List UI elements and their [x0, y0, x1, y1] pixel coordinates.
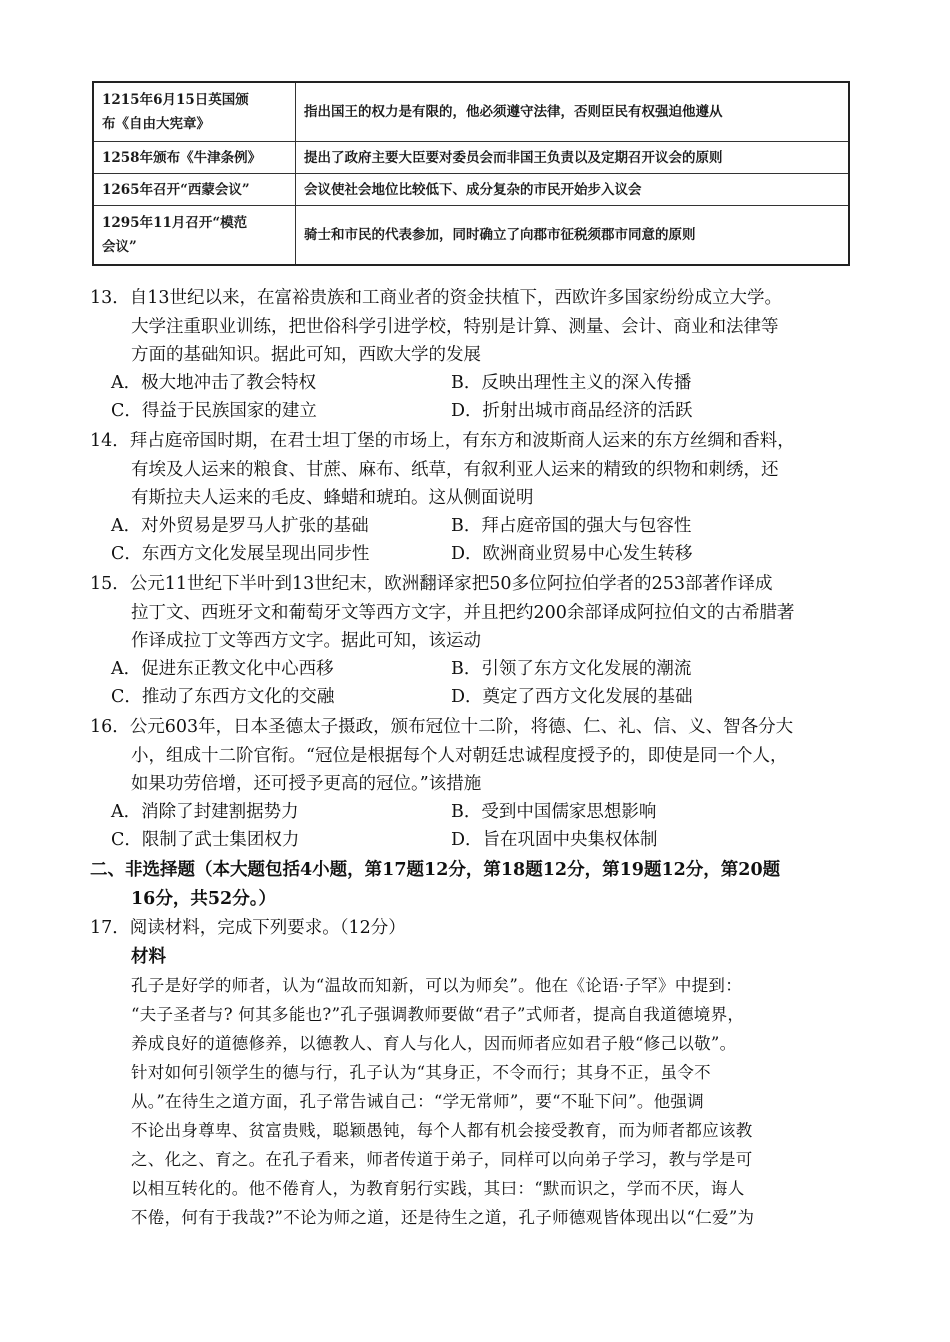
table-row	[93, 142, 849, 174]
q14-stem-line3: 有斯拉夫人运来的毛皮、蜂蜡和琥珀。这从侧面说明	[131, 488, 534, 508]
section2-heading-line1: 二、非选择题（本大题包括4小题，第17题12分，第18题12分，第19题12分，第20题	[90, 860, 781, 880]
material-line: 孔子是好学的师者，认为“温故而知新，可以为师矣”。他在《论语·子罕》中提到：	[131, 976, 743, 995]
q13-stem-line3: 方面的基础知识。据此可知，西欧大学的发展	[131, 345, 481, 365]
q16-stem-line2: 小，组成十二阶官衔。“冠位是根据每个人对朝廷忠诚程度授予的，即使是同一个人，	[131, 746, 788, 766]
q14-stem-line1: 14．拜占庭帝国时期，在君士坦丁堡的市场上，有东方和波斯商人运来的东方丝绸和香料，	[90, 431, 795, 451]
material-line: 不论出身尊卑、贫富贵贱，聪颖愚钝，每个人都有机会接受教育，而为师者都应该教	[131, 1121, 753, 1140]
q13-option-c: C．得益于民族国家的建立	[111, 401, 317, 421]
q16-option-a: A．消除了封建割据势力	[111, 802, 299, 822]
table-cell-content: 会议使社会地位比较低下、成分复杂的市民开始步入议会	[296, 174, 850, 206]
event-line2: 会议”	[102, 239, 137, 255]
q15-option-d: D．奠定了西方文化发展的基础	[451, 687, 693, 707]
q13-stem-line1: 13．自13世纪以来，在富裕贵族和工商业者的资金扶植下，西欧许多国家纷纷成立大学。	[90, 288, 783, 308]
event-line1: 1295年11月召开“模范	[102, 215, 248, 231]
material-line: 以相互转化的。他不倦育人，为教育躬行实践，其曰：“默而识之，学而不厌，诲人	[131, 1179, 745, 1198]
table-cell-event: 1258年颁布《牛津条例》	[93, 142, 296, 174]
q13-option-d: D．折射出城市商品经济的活跃	[451, 401, 693, 421]
material-line: 不倦，何有于我哉?”不论为师之道，还是待生之道，孔子师德观皆体现出以“仁爱”为	[131, 1208, 755, 1227]
q15-option-b: B．引领了东方文化发展的潮流	[451, 659, 692, 679]
table-row	[93, 206, 849, 266]
q14-option-b: B．拜占庭帝国的强大与包容性	[451, 516, 692, 536]
material-line: 之、化之、育之。在孔子看来，师者传道于弟子，同样可以向弟子学习，教与学是可	[131, 1150, 753, 1169]
q14-option-d: D．欧洲商业贸易中心发生转移	[451, 544, 693, 564]
q14-option-c: C．东西方文化发展呈现出同步性	[111, 544, 370, 564]
section2-heading-line2: 16分，共52分。）	[131, 889, 276, 909]
q15-stem-line1: 15．公元11世纪下半叶到13世纪末，欧洲翻译家把50多位阿拉伯学者的253部著作译成	[90, 574, 773, 594]
history-table	[92, 81, 850, 266]
q14-option-a: A．对外贸易是罗马人扩张的基础	[111, 516, 369, 536]
q16-option-c: C．限制了武士集团权力	[111, 830, 300, 850]
material-line: 针对如何引领学生的德与行，孔子认为“其身正，不令而行；其身不正，虽令不	[131, 1063, 711, 1082]
table-row	[93, 82, 849, 142]
event-line2: 布《自由大宪章》	[102, 116, 210, 132]
q14-stem-line2: 有埃及人运来的粮食、甘蔗、麻布、纸草，有叙利亚人运来的精致的织物和刺绣，还	[131, 460, 779, 480]
table-cell-event	[93, 206, 296, 266]
table-cell-content: 骑士和市民的代表参加，同时确立了向郡市征税须郡市同意的原则	[296, 206, 850, 266]
event-line1: 1215年6月15日英国颁	[102, 92, 249, 108]
q15-stem-line3: 作译成拉丁文等西方文字。据此可知，该运动	[131, 631, 481, 651]
q16-stem-line1: 16．公元603年，日本圣德太子摄政，颁布冠位十二阶，将德、仁、礼、信、义、智各分大	[90, 717, 794, 737]
q15-option-a: A．促进东正教文化中心西移	[111, 659, 334, 679]
q15-stem-line2: 拉丁文、西班牙文和葡萄牙文等西方文字，并且把约200余部译成阿拉伯文的古希腊著	[131, 603, 795, 623]
q16-stem-line3: 如果功劳倍增，还可授予更高的冠位。”该措施	[131, 774, 482, 794]
q15-option-c: C．推动了东西方文化的交融	[111, 687, 335, 707]
q13-option-b: B．反映出理性主义的深入传播	[451, 373, 692, 393]
table-cell-event	[93, 82, 296, 142]
table-cell-content: 指出国王的权力是有限的，他必须遵守法律，否则臣民有权强迫他遵从	[296, 82, 850, 142]
q16-option-b: B．受到中国儒家思想影响	[451, 802, 657, 822]
material-line: 养成良好的道德修养，以德教人、育人与化人，因而师者应如君子般“修己以敬”。	[131, 1034, 737, 1053]
q13-option-a: A．极大地冲击了教会特权	[111, 373, 317, 393]
material-line: 从。”在待生之道方面，孔子常告诫自己：“学无常师”，要“不耻下问”。他强调	[131, 1092, 705, 1111]
q17-stem: 17．阅读材料，完成下列要求。（12分）	[90, 918, 406, 938]
material-label: 材料	[131, 947, 166, 967]
table-cell-event: 1265年召开“西蒙会议”	[93, 174, 296, 206]
table-row	[93, 174, 849, 206]
table-cell-content: 提出了政府主要大臣要对委员会而非国王负责以及定期召开议会的原则	[296, 142, 850, 174]
q13-stem-line2: 大学注重职业训练，把世俗科学引进学校，特别是计算、测量、会计、商业和法律等	[131, 317, 779, 337]
material-line: “夫子圣者与? 何其多能也?”孔子强调教师要做“君子”式师者，提高自我道德境界，	[131, 1005, 745, 1024]
q16-option-d: D．旨在巩固中央集权体制	[451, 830, 658, 850]
